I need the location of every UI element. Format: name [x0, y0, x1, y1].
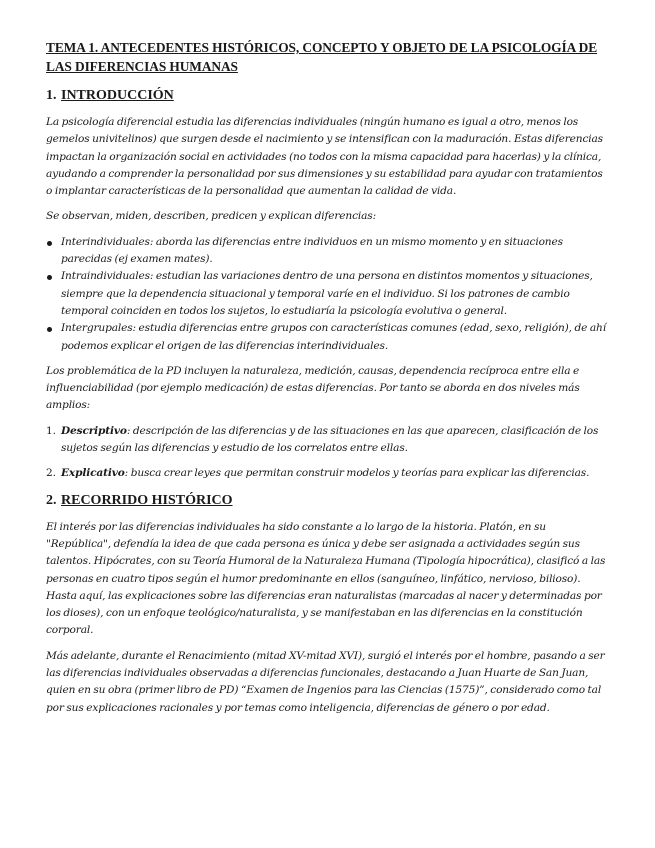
list-item-text: Intergrupales: estudia diferencias entre grupos con características comunes (edad, sexo, religión), de ahí podemos explicar el origen de las diferencias interindividuales.	[61, 322, 606, 352]
level-term: Descriptivo	[61, 424, 127, 437]
level-text: : busca crear leyes que permitan construir modelos y teorías para explicar las diferencias.	[124, 467, 590, 480]
intro-paragraph: La psicología diferencial estudia las diferencias individuales (ningún humano es igual a otro, menos los gemelos univitelinos) que surgen desde el nacimiento y se intensifican con la maduración. Estas diferencias impactan la organización social en actividades (no todos con la misma capacidad para hacerlas) y la clínica, ayudando a comprender la personalidad por sus dimensiones y su estabilidad para ayudar con tratamientos o implantar características de la personalidad que aumentan la calidad de vida.	[46, 116, 603, 198]
bullet-icon	[47, 241, 52, 246]
section-number: 2.	[46, 492, 57, 508]
level-term: Explicativo	[61, 467, 125, 480]
level-text: : descripción de las diferencias y de las situaciones en las que aparecen, clasificación de los sujetos según las diferencias y estudio de los correlatos entre ellas.	[61, 424, 599, 455]
list-item	[46, 268, 609, 320]
level-number: 1.	[46, 424, 56, 437]
levels-list	[46, 423, 609, 483]
differences-list	[46, 234, 609, 355]
problems-paragraph: Los problemática de la PD incluyen la naturaleza, medición, causas, dependencia recíproca entre ella e influenciabilidad (por ejemplo medicación) de estas diferencias. Por tanto se aborda en dos niveles más amplios:	[46, 364, 580, 412]
level-item-descriptivo	[46, 423, 609, 458]
bullet-icon	[47, 275, 52, 280]
list-item	[46, 234, 609, 269]
list-item-text: Interindividuales: aborda las diferencias entre individuos en un mismo momento y en situaciones parecidas (ej examen mates).	[61, 235, 563, 266]
renaissance-paragraph: Más adelante, durante el Renacimiento (mitad XV-mitad XVI), surgió el interés por el hombre, pasando a ser las diferencias individuales observadas a diferencias funcionales, destacando a Juan Huarte de San Juan, quien en su obra (primer libro de PD) “Examen de Ingenios para las Ciencias (1575)”, considerado como tal por sus explicaciones racionales y por temas como inteligencia, diferencias de género o por edad.	[46, 649, 605, 714]
intro-lead-paragraph: Se observan, miden, describen, predicen y explican diferencias:	[46, 210, 376, 223]
level-number: 2.	[46, 467, 56, 480]
history-paragraph: El interés por las diferencias individuales ha sido constante a lo largo de la historia. Platón, en su "República", defendía la idea de que cada persona es única y debe ser asignada a actividades según sus talentos. Hipócrates, con su Teoría Humoral de la Naturaleza Humana (Tipología hipocrática), clasificó a las personas en cuatro tipos según el humor predominante en ellos (sanguíneo, linfático, nervioso, bilioso). Hasta aquí, las explicaciones sobre las diferencias eran naturalistas (marcadas al nacer y determinadas por los dioses), con un enfoque teológico/naturalista, y se manifestaban en las diferencias en la constitución corporal.	[46, 520, 606, 637]
section-title: RECORRIDO HISTÓRICO	[61, 492, 233, 508]
bullet-icon	[47, 327, 52, 332]
list-item	[46, 320, 609, 355]
document-title: TEMA 1. ANTECEDENTES HISTÓRICOS, CONCEPTO Y OBJETO DE LA PSICOLOGÍA DE LAS DIFERENCIAS HUMANAS	[46, 40, 598, 74]
section-title: INTRODUCCIÓN	[61, 88, 174, 103]
level-item-explicativo	[46, 465, 609, 482]
list-item-text: Intraindividuales: estudian las variaciones dentro de una persona en distintos momentos y situaciones, siempre que la dependencia situacional y temporal varíe en el individuo. Si los patrones de cambio temporal coinciden en todos los sujetos, lo estudiaría la psicología evolutiva o general.	[61, 270, 593, 317]
section-heading-recorrido-historico	[46, 491, 609, 510]
section-number: 1.	[46, 88, 57, 103]
section-heading-introduccion	[46, 86, 609, 105]
